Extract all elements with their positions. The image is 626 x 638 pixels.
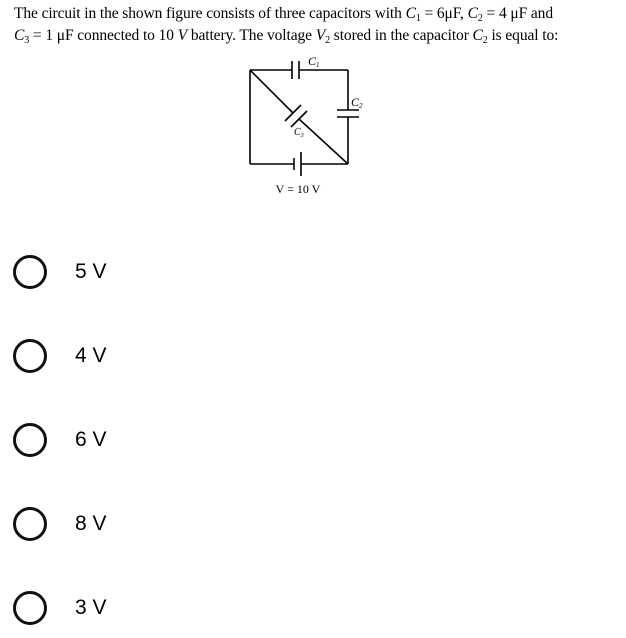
option-a[interactable] (8, 252, 208, 296)
radio-circle-icon[interactable] (13, 591, 47, 625)
question-text-part: battery. The voltage (187, 27, 316, 44)
question-text-part: The circuit in the shown figure consists of three capacitors with (14, 5, 406, 22)
radio-circle-icon[interactable] (13, 423, 47, 457)
c3-subscript: 3 (24, 35, 30, 46)
option-c[interactable] (8, 420, 208, 464)
c2-symbol: C (467, 5, 478, 22)
volt-unit: V (177, 27, 188, 44)
c1-symbol: C (405, 5, 416, 22)
c3-symbol: C (14, 27, 25, 44)
option-label: 5 V (75, 260, 107, 283)
v2-symbol: V (315, 27, 326, 44)
c3-label: $C_3$ (294, 127, 304, 139)
c2-subscript: 2 (477, 13, 483, 24)
question-text (14, 3, 614, 47)
capacitor-symbol: C (472, 27, 483, 44)
question-text-part: is equal to: (487, 27, 559, 44)
radio-circle-icon[interactable] (13, 507, 47, 541)
radio-circle-icon[interactable] (13, 255, 47, 289)
c1-value: = 6μF, (420, 5, 468, 22)
option-label: 3 V (75, 596, 107, 619)
option-e[interactable] (8, 588, 208, 632)
question-line-2 (14, 25, 614, 47)
radio-circle-icon[interactable] (13, 339, 47, 373)
circuit-diagram (238, 50, 368, 200)
question-line-1 (14, 3, 614, 25)
c2-label: C2 (351, 95, 363, 110)
option-b[interactable] (8, 336, 208, 380)
option-label: 6 V (75, 428, 107, 451)
c1-subscript: 1 (415, 13, 421, 24)
c1-label: C1 (308, 54, 320, 69)
capacitor-subscript: 2 (482, 35, 488, 46)
option-d[interactable] (8, 504, 208, 548)
v2-subscript: 2 (325, 35, 330, 46)
c2-value: = 4 μF and (482, 5, 553, 22)
wire-diagonal-upper (250, 70, 293, 113)
question-text-part: stored in the capacitor (330, 27, 473, 44)
option-label: 4 V (75, 344, 107, 367)
battery-label: V = 10 V (275, 182, 321, 196)
wire-diagonal-lower (299, 119, 348, 164)
c3-value: = 1 μF connected to 10 (29, 27, 178, 44)
option-label: 8 V (75, 512, 107, 535)
